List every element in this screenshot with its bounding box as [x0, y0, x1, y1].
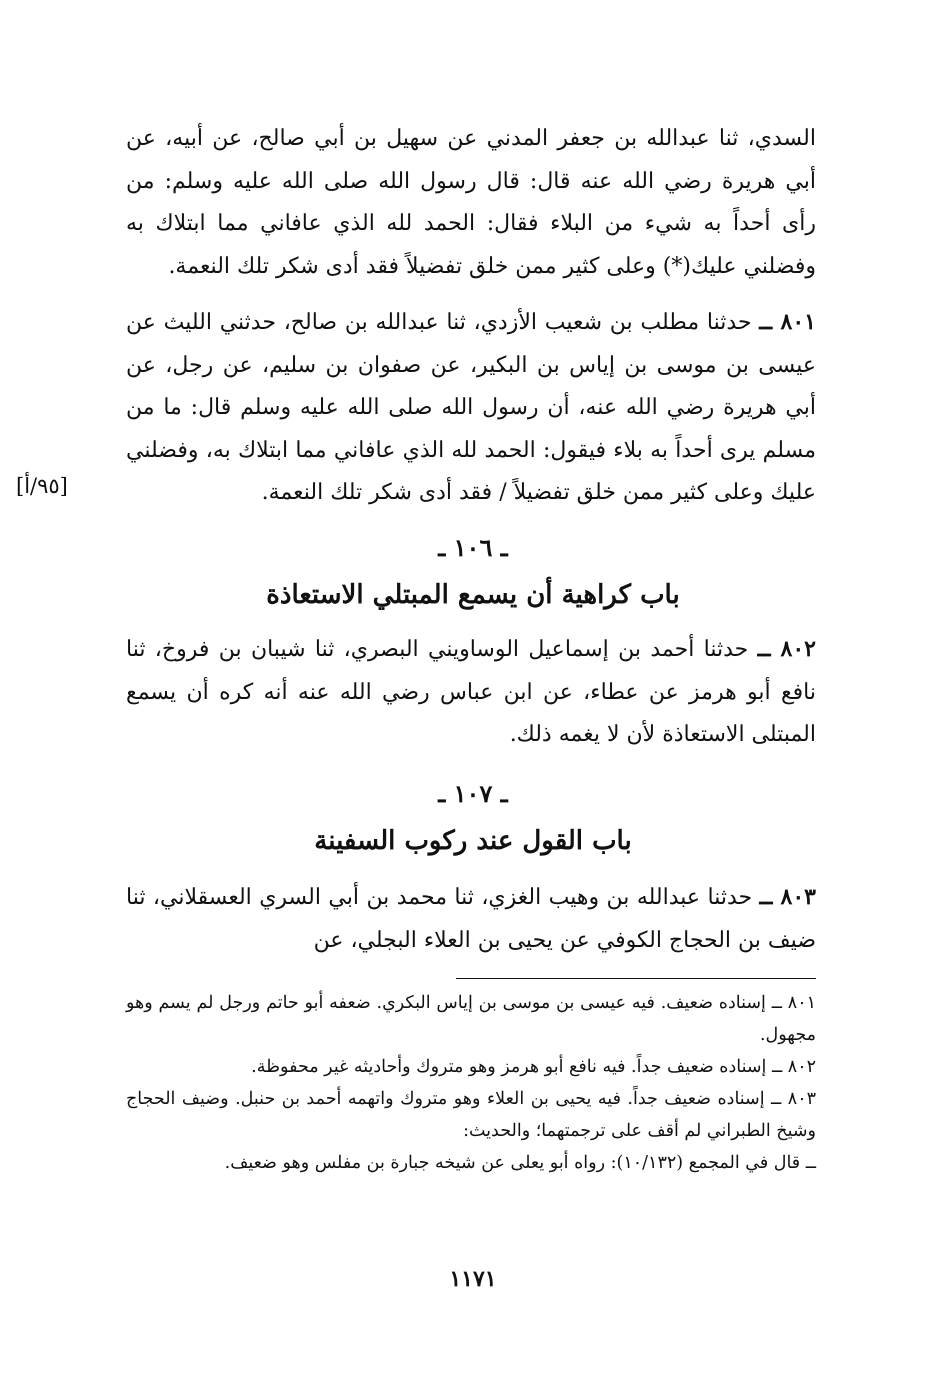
footnote-803: ٨٠٣ ــ إسناده ضعيف جداً. فيه يحيى بن العلاء وهو متروك واتهمه أحمد بن حنبل. وضيف الحجاج وشيخ الطبراني لم أقف على ترجمتهما؛ والحديث: [126, 1089, 816, 1141]
hadith-text: حدثنا عبدالله بن وهيب الغزي، ثنا محمد بن أبي السري العسقلاني، ثنا ضيف بن الحجاج الكوفي عن يحيى بن العلاء البجلي، عن [126, 885, 816, 953]
hadith-number: ٨٠٣ ــ [759, 884, 816, 910]
paragraph-continuation: السدي، ثنا عبدالله بن جعفر المدني عن سهيل بن أبي صالح، عن أبيه، عن أبي هريرة رضي الله عنه قال: قال رسول الله صلى الله عليه وسلم: من رأى أحداً به شيء من البلاء فقال: الحمد لله الذي عافاني مما ابتلاك به وفضلني عليك(*) وعلى كثير ممن خلق تفضيلاً فقد أدى شكر تلك النعمة. [126, 126, 816, 279]
footnotes [126, 987, 816, 1179]
chapter-number-107: ـ ١٠٧ ـ [438, 779, 508, 808]
hadith-801 [126, 301, 816, 515]
hadith-text: حدثنا مطلب بن شعيب الأزدي، ثنا عبدالله بن صالح، حدثني الليث عن عيسى بن موسى بن إياس بن البكير، عن صفوان بن سليم، عن رجل، عن أبي هريرة رضي الله عنه، أن رسول الله صلى الله عليه وسلم قال: ما من مسلم يرى أحداً به بلاء فيقول: الحمد لله الذي عافاني مما ابتلاك به، وفضلني عليك وعلى كثير ممن خلق تفضيلاً / فقد أدى شكر تلك النعمة. [126, 310, 816, 505]
chapter-title-107: باب القول عند ركوب السفينة [314, 826, 632, 856]
hadith-802 [126, 628, 816, 757]
hadith-text: حدثنا أحمد بن إسماعيل الوساويني البصري، ثنا شيبان بن فروخ، ثنا نافع أبو هرمز عن عطاء، عن ابن عباس رضي الله عنه أنه كره أن يسمع المبتلى الاستعاذة لأن لا يغمه ذلك. [126, 637, 816, 747]
footnote-803-continued: ــ قال في المجمع (١٠/١٣٢): رواه أبو يعلى عن شيخه جبارة بن مفلس وهو ضعيف. [224, 1153, 816, 1173]
footnote-802: ٨٠٢ ــ إسناده ضعيف جداً. فيه نافع أبو هرمز وهو متروك وأحاديثه غير محفوظة. [251, 1057, 816, 1077]
hadith-803 [126, 876, 816, 962]
footnote-801: ٨٠١ ــ إسناده ضعيف. فيه عيسى بن موسى بن إياس البكري. ضعفه أبو حاتم ورجل لم يسم وهو مجهول. [126, 993, 816, 1045]
manuscript-folio-ref: [٩٥/أ] [16, 474, 68, 498]
chapter-number-106: ـ ١٠٦ ـ [438, 533, 508, 562]
hadith-number: ٨٠٢ ــ [757, 636, 816, 662]
page-number: ١١٧١ [449, 1266, 497, 1292]
chapter-title-106: باب كراهية أن يسمع المبتلي الاستعاذة [266, 580, 680, 610]
footnote-divider [456, 978, 816, 979]
hadith-number: ٨٠١ ــ [759, 309, 816, 335]
